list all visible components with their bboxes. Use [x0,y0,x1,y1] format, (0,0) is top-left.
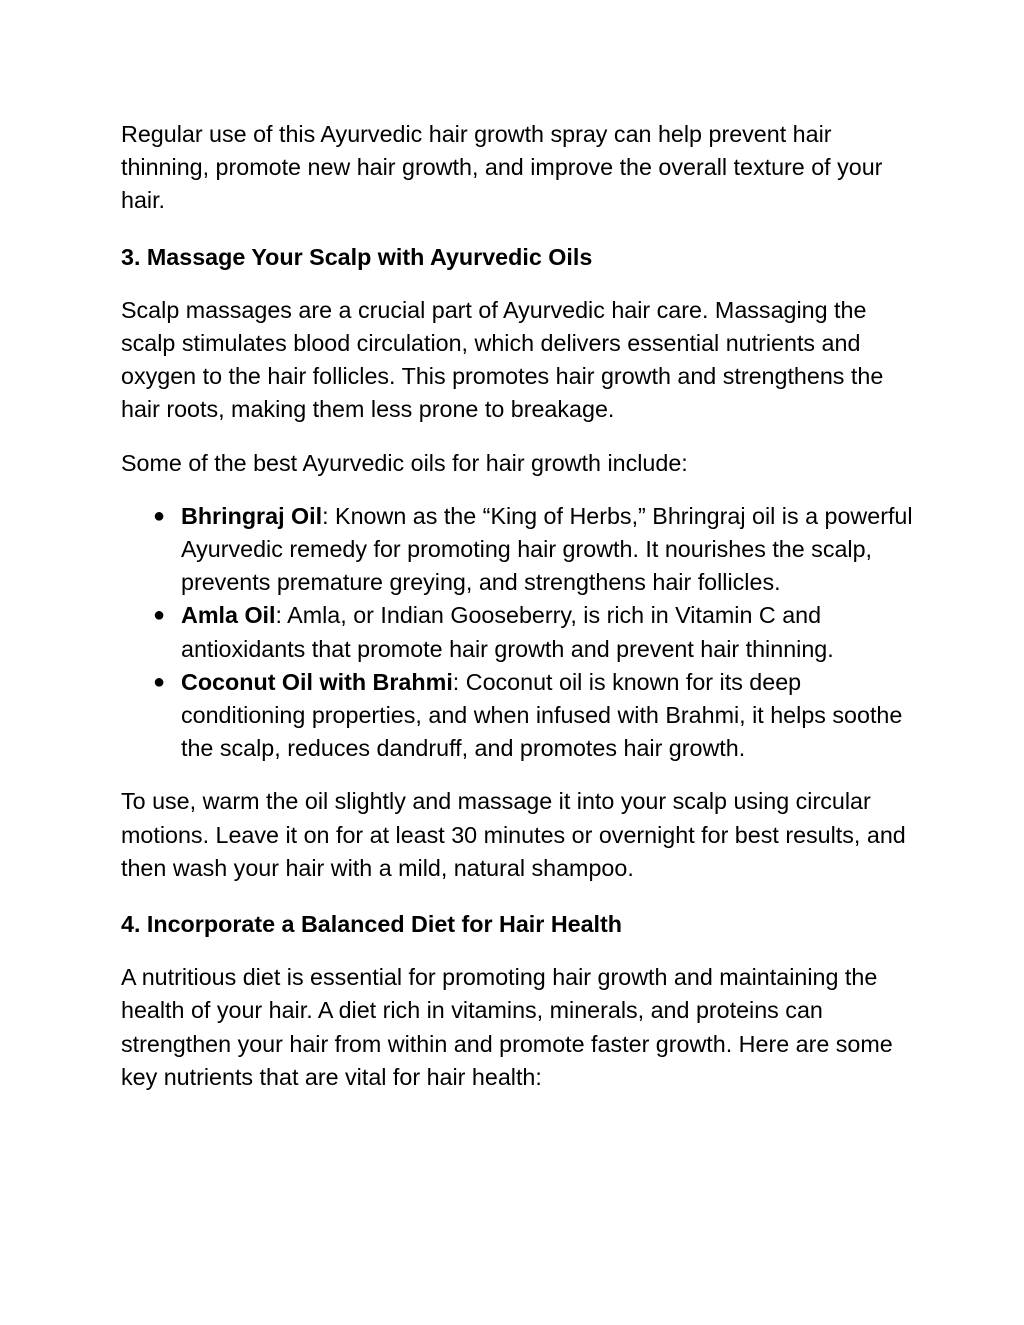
intro-paragraph: Regular use of this Ayurvedic hair growth spray can help prevent hair thinning, promote new hair growth, and improve the overall texture of your hair. [121,121,883,214]
oils-list [121,500,921,766]
oil-name: Amla Oil [181,602,276,629]
bullet-icon: ● [153,504,166,527]
section-3-paragraph-2: Some of the best Ayurvedic oils for hair growth include: [121,449,688,476]
list-item [121,500,921,600]
section-3-heading: 3. Massage Your Scalp with Ayurvedic Oils [121,243,593,270]
oil-name: Bhringraj Oil [181,502,323,529]
section-3-paragraph-1: Scalp massages are a crucial part of Ayurvedic hair care. Massaging the scalp stimulates blood circulation, which delivers essential nutrients and oxygen to the hair follicles. This promotes hair growth and strengthens the hair roots, making them less prone to breakage. [121,296,884,423]
section-4-paragraph-1: A nutritious diet is essential for promoting hair growth and maintaining the health of your hair. A diet rich in vitamins, minerals, and proteins can strengthen your hair from within and promote faster growth. Here are some key nutrients that are vital for hair health: [121,964,893,1090]
section-4-heading: 4. Incorporate a Balanced Diet for Hair Health [121,911,623,938]
oil-description: : Amla, or Indian Gooseberry, is rich in Vitamin C and antioxidants that promote hair growth and prevent hair thinning. [181,602,834,662]
oil-description: : Coconut oil is known for its deep conditioning properties, and when infused with Brahmi, it helps soothe the scalp, reduces dandruff, and promotes hair growth. [181,668,903,762]
list-item [121,666,921,766]
bullet-icon: ● [153,604,166,627]
bullet-icon: ● [153,670,166,693]
list-item [121,599,921,665]
section-3-paragraph-3: To use, warm the oil slightly and massage it into your scalp using circular motions. Leave it on for at least 30 minutes or overnight for best results, and then wash your hair with a mild, natural shampoo. [121,788,906,881]
oil-name: Coconut Oil with Brahmi [181,668,453,695]
document-page [121,118,921,1114]
oil-description: : Known as the “King of Herbs,” Bhringraj oil is a powerful Ayurvedic remedy for promoting hair growth. It nourishes the scalp, prevents premature greying, and strengthens hair follicles. [181,502,913,596]
